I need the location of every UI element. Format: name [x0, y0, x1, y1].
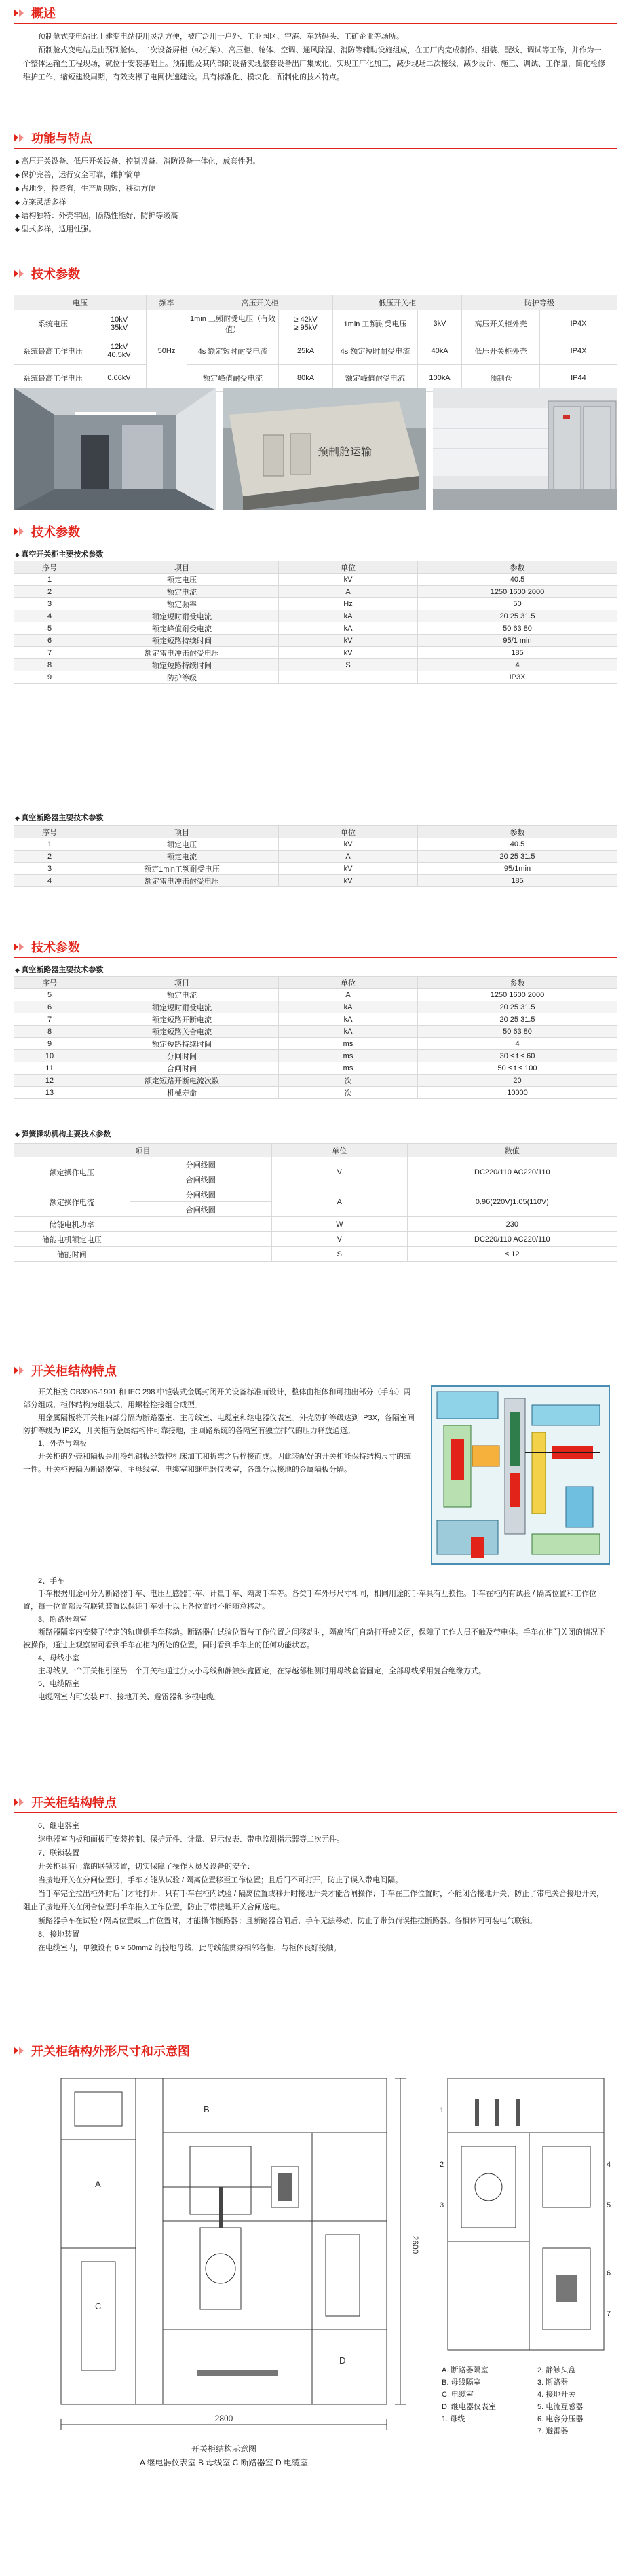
cell: A: [279, 586, 418, 598]
cell: S: [279, 659, 418, 671]
header-cell: 单位: [279, 826, 418, 838]
cell: 额定峰值耐受电流: [85, 622, 279, 635]
cell: 额定电压: [85, 574, 279, 586]
num-label-1: 1: [440, 2106, 444, 2114]
struct-p1: 开关柜按 GB3906-1991 和 IEC 298 中铠装式金属封闭开关设备标准而设计，整体由柜体和可抽出部分（手车）两部分组成，柜体结构为组装式，用螺栓栓接组合成型。: [23, 1388, 411, 1409]
header-cell: 参数: [418, 561, 617, 574]
cell: W: [271, 1217, 407, 1232]
cell: kV: [279, 875, 418, 887]
cell: 4: [418, 1038, 617, 1050]
width-dimension: 2800: [214, 2414, 233, 2423]
cell: 8: [14, 1026, 85, 1038]
feature-item: ◆ 方案灵活多样: [15, 195, 354, 209]
vac-switchgear-title: ◆ 真空开关柜主要技术参数: [15, 548, 103, 559]
struct-p7: 电缆隔室内可安装 PT、接地开关、避雷器和多根电缆。: [38, 1693, 222, 1701]
struct-p5: 断路器隔室内安装了特定的轨道供手车移动。断路器在试验位置与工作位置之间移动时，隔离活门自动打开或关闭，保障了工作人员不触及带电体。手车在柜门关闭的情况下被操作，通过上观察窗可看到手车在柜内所处的位置，同时看到手车上的任何功能状态。: [23, 1628, 605, 1649]
cell: ms: [279, 1038, 418, 1050]
struct2-p3: 当接地开关在分闸位置时，手车才能从试验 / 隔离位置移至工作位置；且后门不可打开，防止了误入带电间隔。: [38, 1876, 403, 1884]
struct2-p2: 开关柜具有可靠的联锁装置，切实保障了操作人员及设备的安全：: [38, 1863, 254, 1871]
legend-item: 6. 电容分压器: [537, 2415, 584, 2423]
struct2-p1: 继电器室内板和面板可安装控制、保护元件、计量、显示仪表、带电监测指示器等二次元件。: [38, 1835, 344, 1844]
struct2-p6: 在电缆室内，单独设有 6 × 50mm2 的接地母线，此母线能贯穿相邻各柜，与柜体良好接触。: [38, 1944, 341, 1952]
header-cell: 项目: [85, 561, 279, 574]
num-label-3: 3: [440, 2201, 444, 2209]
photo-transport: [223, 388, 426, 510]
ratings-table: [14, 295, 617, 392]
cell: 6: [14, 1001, 85, 1013]
cell: 185: [418, 647, 617, 659]
interior-image: [14, 388, 216, 510]
cell: 8: [14, 659, 85, 671]
cell: 分闸线圈: [130, 1187, 271, 1202]
cell: kV: [279, 863, 418, 875]
overview-p1: 预制舱式变电站比土建变电站使用灵活方便，被广泛用于户外、工业园区、空港、车站码头、工矿企业等场所。: [38, 33, 404, 41]
structure2-text: [23, 1819, 607, 1955]
header-cell: 参数: [418, 826, 617, 838]
cell: kA: [279, 1013, 418, 1026]
legend-item: A. 断路器隔室: [442, 2366, 489, 2374]
cell: 100kA: [418, 365, 462, 392]
cell: ≥ 42kV ≥ 95kV: [279, 310, 333, 337]
feature-item: ◆ 型式多样，适用性强。: [15, 223, 354, 236]
cell: 9: [14, 1038, 85, 1050]
structure1-text-lower: [23, 1575, 607, 1704]
cell: 50 63 80: [418, 1026, 617, 1038]
cell: DC220/110 AC220/110: [407, 1157, 617, 1187]
legend-item: 2. 静触头盒: [537, 2366, 576, 2374]
switchgear-dimension-drawing: [54, 2072, 421, 2479]
overview-text: [23, 30, 607, 84]
cell: 额定电压: [85, 838, 279, 851]
cell: 额定操作电流: [14, 1187, 130, 1217]
cell: 分闸线圈: [130, 1157, 271, 1172]
spring-title: ◆ 弹簧操动机构主要技术参数: [15, 1128, 111, 1139]
cell: 4: [418, 659, 617, 671]
header-cell: 参数: [418, 977, 617, 989]
features-list: [15, 155, 354, 236]
struct-p6: 主母线从一个开关柜引至另一个开关柜通过分支小母线和静触头盒固定，在穿越邻柜侧时用母线套管固定，全部母线采用复合绝缘方式。: [38, 1667, 486, 1675]
drawing-caption-1: 开关柜结构示意图: [191, 2444, 257, 2454]
feature-item: ◆ 结构独特：外壳牢固，隔热性能好，防护等级高: [15, 209, 354, 223]
cell: 预制仓: [462, 365, 540, 392]
section-title-overview: 概述: [14, 4, 56, 22]
cell: 3: [14, 863, 85, 875]
struct-p4: 手车根据用途可分为断路器手车、电压互感器手车、计量手车、隔离手车等。各类手车外形尺寸相同，相同用途的手车具有互换性。手车在柜内有试验 / 隔离位置和工作位置，每一位置都设有联锁装置以保证手车处于以上各位置时不能随意移动。: [23, 1590, 597, 1611]
section-title-tech2: 技术参数: [14, 523, 80, 540]
cell: DC220/110 AC220/110: [407, 1232, 617, 1247]
header-cell: 序号: [14, 977, 85, 989]
cell: 储能时间: [14, 1247, 130, 1262]
section-marker-icon: [14, 526, 27, 537]
num-label-7: 7: [607, 2310, 611, 2318]
cell: 40.5: [418, 574, 617, 586]
cell: V: [271, 1232, 407, 1247]
cell: 1min 工频耐受电压: [333, 310, 418, 337]
photo-exterior: [433, 388, 617, 510]
label-c: C: [95, 2301, 102, 2311]
header-cell: 单位: [279, 561, 418, 574]
cell: ms: [279, 1050, 418, 1062]
cell: 分闸时间: [85, 1050, 279, 1062]
cell: 额定峰值耐受电流: [187, 365, 279, 392]
divider: [14, 1812, 617, 1813]
cell: 额定电流: [85, 989, 279, 1001]
spring-table: [14, 1143, 617, 1262]
cell: 30 ≤ t ≤ 60: [418, 1050, 617, 1062]
cell: 系统电压: [14, 310, 92, 337]
cell: ms: [279, 1062, 418, 1075]
cell: 10: [14, 1050, 85, 1062]
cell: A: [279, 989, 418, 1001]
cell: 12: [14, 1075, 85, 1087]
header-cell: 防护等级: [462, 295, 617, 310]
legend-item: B. 母线隔室: [442, 2378, 481, 2387]
cell: V: [271, 1157, 407, 1187]
divider: [14, 23, 617, 24]
cell: IP3X: [418, 671, 617, 684]
section-title-struct1: 开关柜结构特点: [14, 1362, 117, 1379]
cell: 20 25 31.5: [418, 610, 617, 622]
struct-h7: 7、联锁装置: [38, 1849, 80, 1857]
cell: 20: [418, 1075, 617, 1087]
cell: 50 ≤ t ≤ 100: [418, 1062, 617, 1075]
cell: 系统最高工作电压: [14, 337, 92, 365]
cell: 40.5: [418, 838, 617, 851]
cell: 额定操作电压: [14, 1157, 130, 1187]
section-marker-icon: [14, 2045, 27, 2056]
legend-item: [441, 2425, 537, 2437]
cell: kA: [279, 1001, 418, 1013]
cell: 20 25 31.5: [418, 1001, 617, 1013]
cell: 50 63 80: [418, 622, 617, 635]
cell: 1250 1600 2000: [418, 989, 617, 1001]
vac-breaker-table-2: [14, 976, 617, 1099]
header-cell: 项目: [14, 1144, 272, 1157]
cell: 4s 额定短时耐受电流: [333, 337, 418, 365]
cell: 11: [14, 1062, 85, 1075]
section-title-tech1: 技术参数: [14, 265, 80, 282]
divider: [14, 957, 617, 958]
section-marker-icon: [14, 132, 27, 143]
legend-item: D. 继电器仪表室: [442, 2403, 497, 2411]
cell: Hz: [279, 598, 418, 610]
cell: 1min 工频耐受电压（有效值）: [187, 310, 279, 337]
cell: 12kV 40.5kV: [92, 337, 147, 365]
header-cell: 数值: [407, 1144, 617, 1157]
cell: 0.96(220V)1.05(110V): [407, 1187, 617, 1217]
cell: 额定短路持续时间: [85, 659, 279, 671]
cell: 额定短路开断电流: [85, 1013, 279, 1026]
feature-item: ◆ 占地少，投资省，生产周期短，移动方便: [15, 182, 354, 195]
legend-item: 3. 断路器: [537, 2378, 569, 2387]
cell: kV: [279, 838, 418, 851]
struct-h4: 4、母线小室: [38, 1654, 80, 1662]
cell: 230: [407, 1217, 617, 1232]
cell: 1250 1600 2000: [418, 586, 617, 598]
header-cell: 单位: [279, 977, 418, 989]
struct-p3: 开关柜的外壳和隔板是用冷轧钢板经数控机床加工和折弯之后栓接而成。因此装配好的开关柜能保持结构尺寸的统一性。开关柜被隔为断路器室、主母线室、电缆室和继电器仪表室，各部分以接地的金属隔板分隔。: [23, 1453, 411, 1474]
vac-breaker-title-2: ◆ 真空断路器主要技术参数: [15, 964, 103, 975]
cell: IP4X: [540, 337, 617, 365]
section-title-tech3: 技术参数: [14, 938, 80, 956]
cell: 50Hz: [147, 310, 187, 392]
cell: 185: [418, 875, 617, 887]
header-cell: 序号: [14, 826, 85, 838]
cell: ≤ 12: [407, 1247, 617, 1262]
struct-h1: 1、外壳与隔板: [38, 1440, 88, 1448]
cell: 机械寿命: [85, 1087, 279, 1099]
cell: 额定短时耐受电流: [85, 1001, 279, 1013]
vac-breaker-table-1: [14, 825, 617, 887]
cell: 防护等级: [85, 671, 279, 684]
cell: 低压开关柜外壳: [462, 337, 540, 365]
cell: 额定雷电冲击耐受电压: [85, 875, 279, 887]
feature-item: ◆ 高压开关设备、低压开关设备、控制设备、消防设备一体化，成套性强。: [15, 155, 354, 168]
header-cell: 项目: [85, 977, 279, 989]
cell: A: [279, 851, 418, 863]
section-title-dims: 开关柜结构外形尺寸和示意图: [14, 2042, 190, 2059]
section-marker-icon: [14, 1797, 27, 1808]
cell: 合闸线圈: [130, 1202, 271, 1217]
legend-item: C. 电缆室: [442, 2391, 474, 2399]
cell: 4: [14, 610, 85, 622]
header-cell: 电压: [14, 295, 147, 310]
cell: 20 25 31.5: [418, 851, 617, 863]
legend-item: 7. 避雷器: [537, 2427, 569, 2435]
cell: kA: [279, 622, 418, 635]
photo-interior: [14, 388, 216, 510]
cell: kV: [279, 647, 418, 659]
transport-image: [223, 388, 426, 510]
cell: 95/1min: [418, 863, 617, 875]
cell: 额定短路持续时间: [85, 635, 279, 647]
cell: 额定短路关合电流: [85, 1026, 279, 1038]
cell: 2: [14, 851, 85, 863]
cell: 3: [14, 598, 85, 610]
section-marker-icon: [14, 1365, 27, 1376]
cell: 次: [279, 1087, 418, 1099]
header-cell: 频率: [147, 295, 187, 310]
num-label-6: 6: [607, 2269, 611, 2277]
struct-h3: 3、断路器隔室: [38, 1616, 88, 1624]
cell: 7: [14, 647, 85, 659]
header-cell: 单位: [271, 1144, 407, 1157]
struct-h8: 8、接地装置: [38, 1930, 80, 1939]
cell: 10kV 35kV: [92, 310, 147, 337]
label-d: D: [339, 2355, 346, 2366]
switchgear-side-drawing: [434, 2072, 617, 2357]
header-cell: 低压开关柜: [333, 295, 462, 310]
cell: 3kV: [418, 310, 462, 337]
cell: 额定短路开断电流次数: [85, 1075, 279, 1087]
struct2-p5: 断路器手车在试验 / 隔离位置或工作位置时，才能操作断路器；且断路器合闸后，手车无法移动，防止了带负荷误推拉断路器。各相体间可装电气联锁。: [38, 1917, 537, 1925]
divider: [14, 148, 617, 149]
cell: 系统最高工作电压: [14, 365, 92, 392]
cell: 5: [14, 622, 85, 635]
struct-h5: 5、电缆隔室: [38, 1680, 80, 1688]
header-cell: 项目: [85, 826, 279, 838]
vac-switchgear-table: [14, 561, 617, 684]
legend-item: 5. 电流互感器: [537, 2403, 584, 2411]
cell: 5: [14, 989, 85, 1001]
container-label: 预制舱运输: [318, 445, 372, 458]
cell: 额定频率: [85, 598, 279, 610]
cell: 25kA: [279, 337, 333, 365]
cell: 储能电机功率: [14, 1217, 130, 1232]
legend-item: 1. 母线: [442, 2415, 465, 2423]
num-label-2: 2: [440, 2161, 444, 2169]
cell: [279, 671, 418, 684]
cell: 额定雷电冲击耐受电压: [85, 647, 279, 659]
vac-breaker-title-1: ◆ 真空断路器主要技术参数: [15, 812, 103, 823]
cell: 额定电流: [85, 851, 279, 863]
cell: 额定电流: [85, 586, 279, 598]
cell: 13: [14, 1087, 85, 1099]
cell: 额定峰值耐受电流: [333, 365, 418, 392]
cell: 10000: [418, 1087, 617, 1099]
cell: 4s 额定短时耐受电流: [187, 337, 279, 365]
section-title-features: 功能与特点: [14, 129, 92, 147]
cell: kV: [279, 635, 418, 647]
cell: 1: [14, 838, 85, 851]
cell: 9: [14, 671, 85, 684]
cell: 合闸时间: [85, 1062, 279, 1075]
num-label-4: 4: [607, 2161, 611, 2169]
cell: 次: [279, 1075, 418, 1087]
switchgear-section-illustration: [430, 1385, 611, 1565]
label-a: A: [95, 2179, 101, 2189]
cell: 合闸线圈: [130, 1172, 271, 1187]
header-cell: 高压开关柜: [187, 295, 333, 310]
cell: 6: [14, 635, 85, 647]
header-cell: 序号: [14, 561, 85, 574]
legend-item: 4. 接地开关: [537, 2391, 576, 2399]
cell: 1: [14, 574, 85, 586]
structure1-text-upper: [23, 1386, 417, 1476]
struct2-p4: 当手车完全拉出柜外时后门才能打开；只有手车在柜内试验 / 隔离位置或移开时接地开关才能合闸操作；手车在工作位置时，不能闭合接地开关，防止了带电关合接地开关，阻止了接地开关在闭合位置时手车推入工作位置，防止了带接地开关合闸送电。: [23, 1890, 605, 1911]
cell: 80kA: [279, 365, 333, 392]
cell: 储能电机额定电压: [14, 1232, 130, 1247]
overview-p2: 预制舱式变电站是由预制舱体、二次设备屏柜（或机架）、高压柜、舱体、空调、通风除湿、消防等辅助设施组成，在工厂内完成制作、组装、配线、调试等工作，并作为一个整体运输至工程现场，就位于安装基础上。预制舱及其内部的设备实现整套设备出厂集成化，实现工厂化加工，减少现场二次接线，减少设计、施工、调试、工作量，简化检修维护工作，缩短建设周期，有效支撑了电网快速建设。具有标准化、模块化、预制化的技术特点。: [23, 46, 605, 81]
cell: 20 25 31.5: [418, 1013, 617, 1026]
section-marker-icon: [14, 268, 27, 279]
cell: 额定短时耐受电流: [85, 610, 279, 622]
cell: 95/1 min: [418, 635, 617, 647]
struct-h2: 2、手车: [38, 1577, 65, 1585]
struct-p2: 用金属隔板将开关柜内部分隔为断路器室、主母线室、电缆室和继电器仪表室。外壳防护等级达到 IP3X，各隔室间防护等级为 IP2X，开关柜有金属结构件可靠接地，主回路系统的各隔室有独立排气的压力释放通道。: [23, 1414, 415, 1435]
drawing-caption-2: A 继电器仪表室 B 母线室 C 断路器室 D 电缆室: [139, 2458, 309, 2467]
struct-h6: 6、继电器室: [38, 1822, 80, 1830]
cell: 50: [418, 598, 617, 610]
feature-item: ◆ 保护完善，运行安全可靠，维护简单: [15, 168, 354, 182]
height-dimension: 2600: [410, 2235, 420, 2254]
cell: 2: [14, 586, 85, 598]
cell: 高压开关柜外壳: [462, 310, 540, 337]
cell: IP44: [540, 365, 617, 392]
cell: 40kA: [418, 337, 462, 365]
cell: A: [271, 1187, 407, 1217]
cell: 额定短路持续时间: [85, 1038, 279, 1050]
num-label-5: 5: [607, 2201, 611, 2209]
cell: 额定1min工频耐受电压: [85, 863, 279, 875]
cell: 0.66kV: [92, 365, 147, 392]
cell: kV: [279, 574, 418, 586]
cell: IP4X: [540, 310, 617, 337]
cell: S: [271, 1247, 407, 1262]
cell: kA: [279, 1026, 418, 1038]
section-title-struct2: 开关柜结构特点: [14, 1793, 117, 1811]
label-b: B: [204, 2104, 210, 2114]
cell: 4: [14, 875, 85, 887]
drawing-legend: [441, 2364, 617, 2437]
cell: kA: [279, 610, 418, 622]
exterior-image: [433, 388, 617, 510]
section-marker-icon: [14, 941, 27, 952]
section-marker-icon: [14, 7, 27, 18]
cell: 7: [14, 1013, 85, 1026]
